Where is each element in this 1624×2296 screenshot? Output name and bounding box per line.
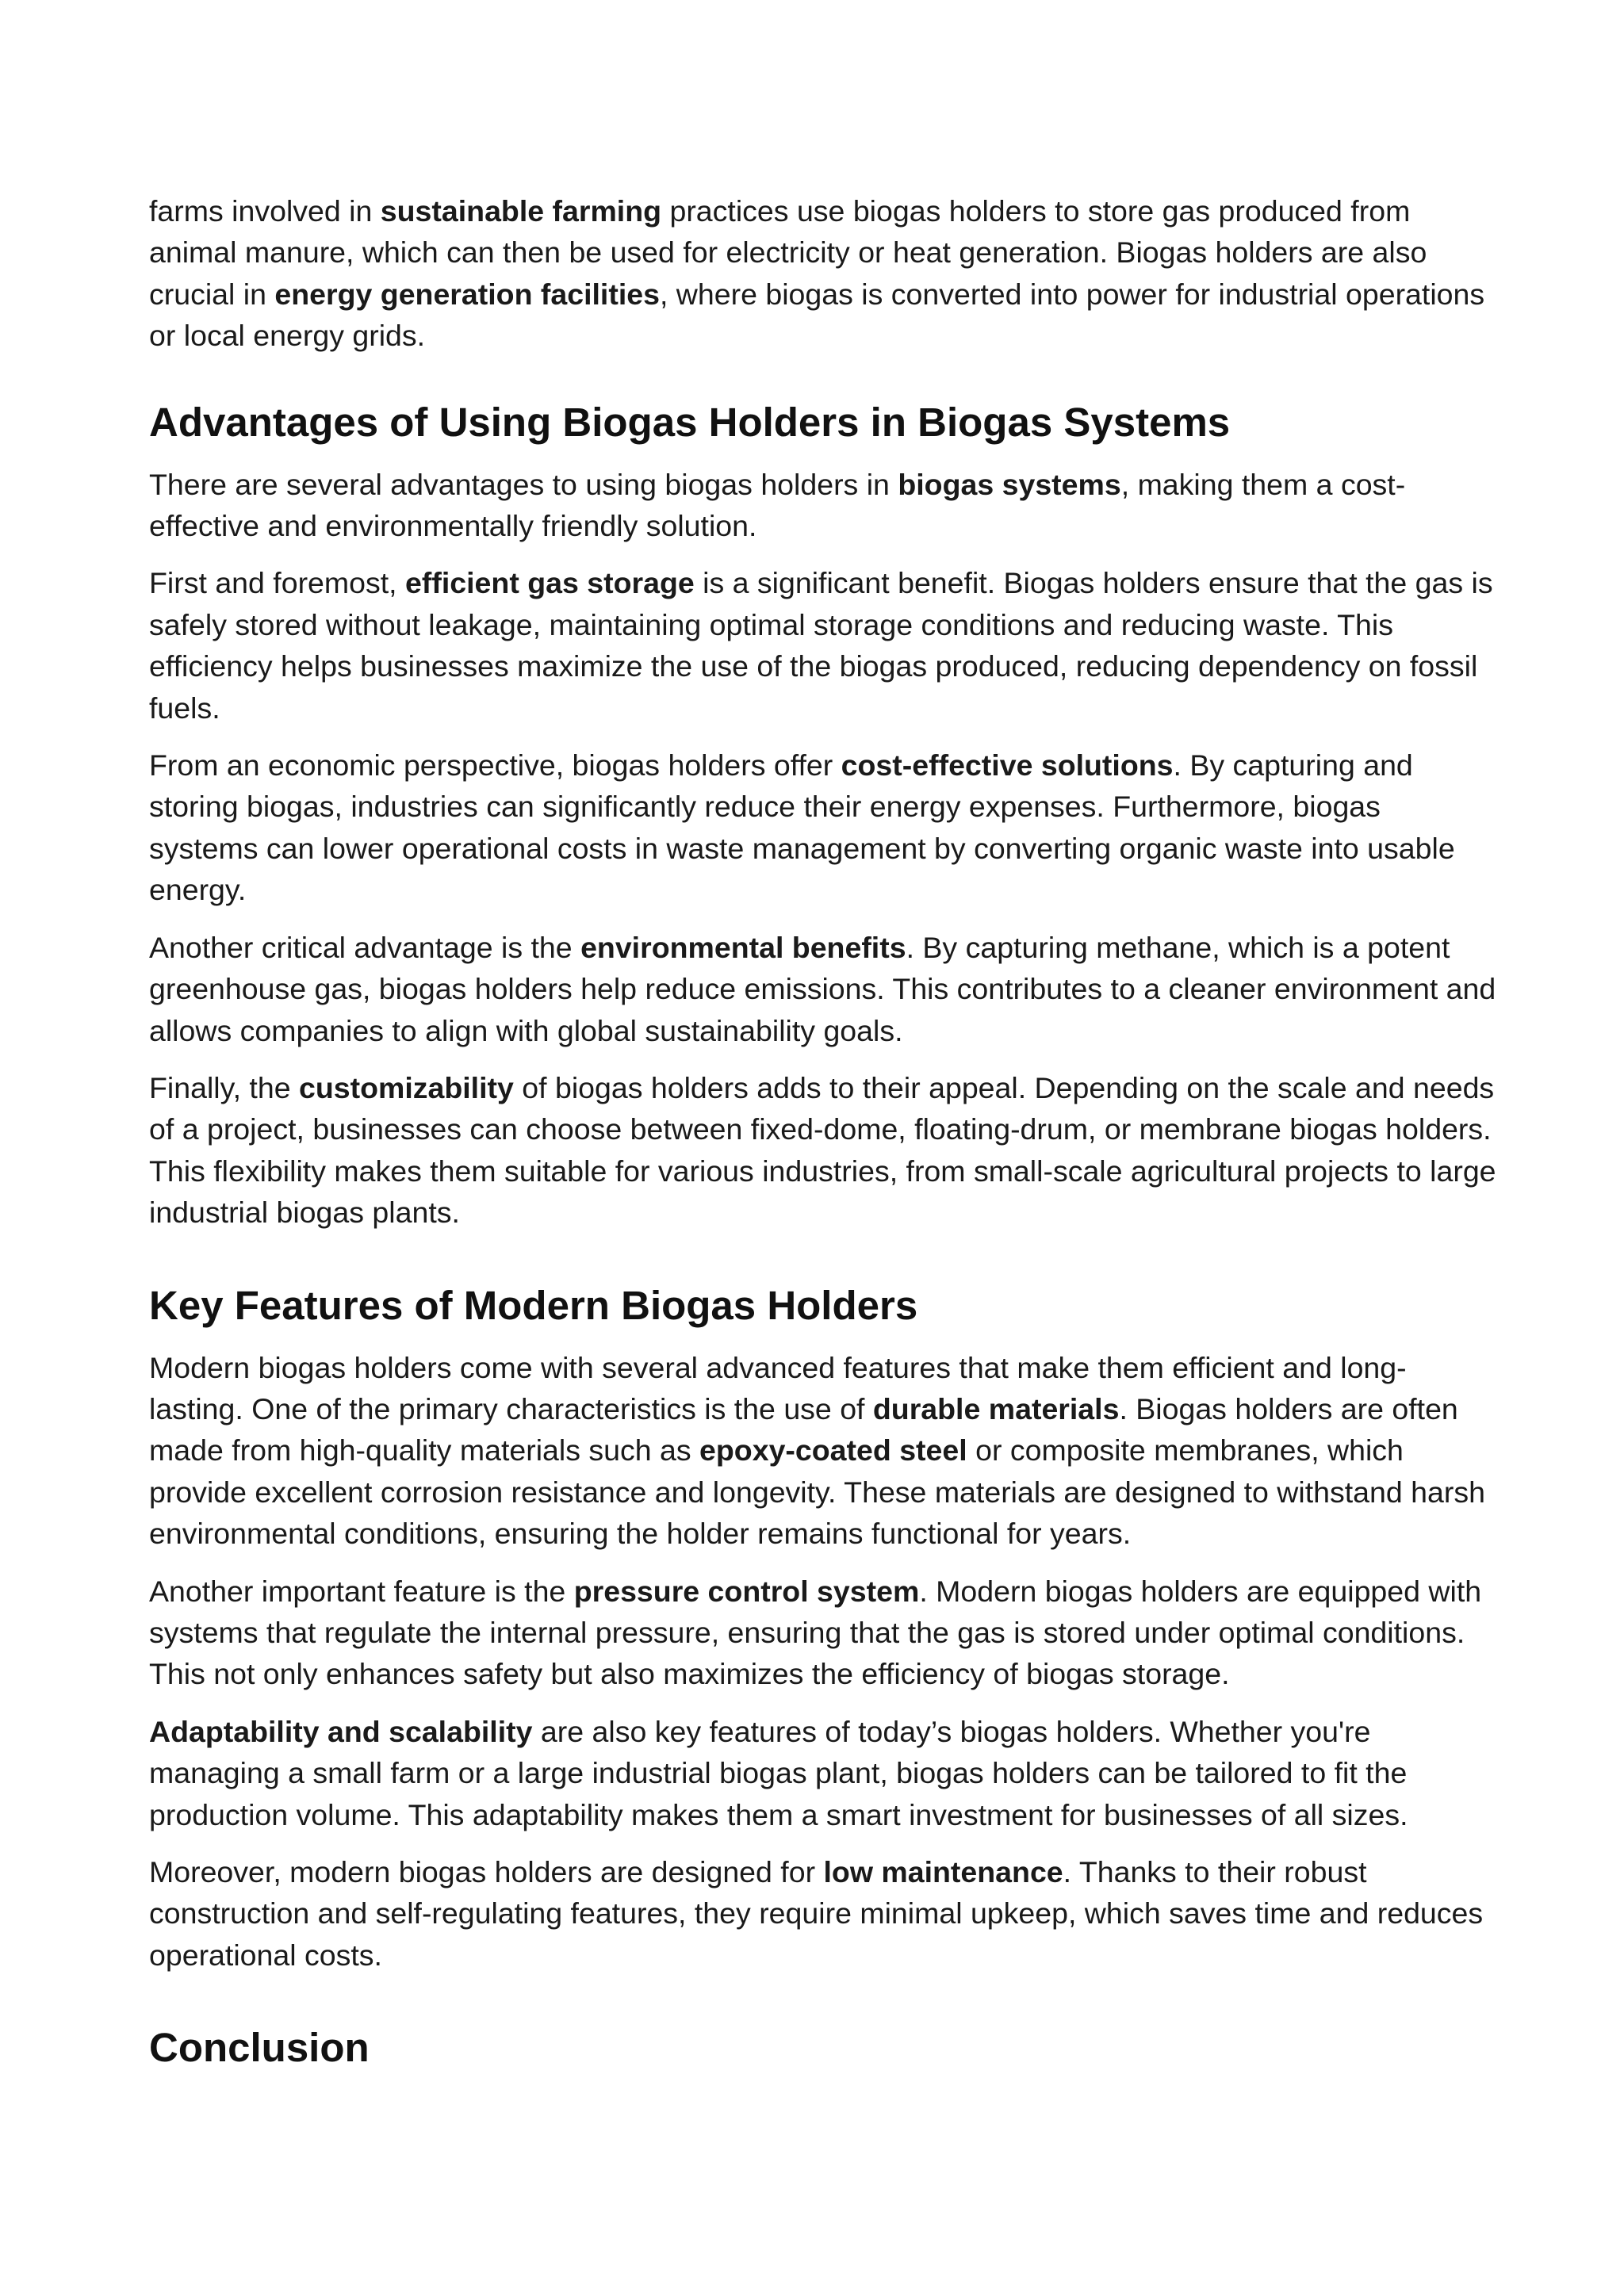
text-run: . Thanks to their robust construction and self-regulating features, they require minimal upkeep, which saves time and reduces operational costs. xyxy=(149,1855,1484,1972)
bold-term: environmental benefits xyxy=(580,930,906,964)
bold-term: sustainable farming xyxy=(380,194,662,228)
text-run: Another important feature is the xyxy=(149,1574,574,1608)
bold-term: customizability xyxy=(298,1070,514,1104)
advantages-paragraph-4 xyxy=(149,927,1497,1051)
text-run: , making them a cost-effective and environmentally friendly solution. xyxy=(149,467,1406,543)
bold-term: Adaptability and scalability xyxy=(149,1714,533,1748)
bold-term: energy generation facilities xyxy=(274,277,660,311)
bold-term: pressure control system xyxy=(573,1574,920,1608)
bold-term: durable materials xyxy=(872,1391,1120,1425)
text-run: Moreover, modern biogas holders are designed for xyxy=(149,1855,824,1888)
features-paragraph-4 xyxy=(149,1851,1497,1976)
features-paragraph-2 xyxy=(149,1571,1497,1695)
text-run: , where biogas is converted into power for industrial operations or local energy grids. xyxy=(149,277,1485,353)
document-page xyxy=(149,190,1497,2089)
text-run: practices use biogas holders to store gas produced from animal manure, which can then be used for electricity or heat generation. Biogas holders are also crucial in xyxy=(149,194,1427,311)
text-run: Modern biogas holders come with several advanced features that make them efficient and long-lasting. One of the primary characteristics is the use of xyxy=(149,1350,1407,1425)
intro-paragraph xyxy=(149,190,1497,357)
advantages-heading: Advantages of Using Biogas Holders in Biogas Systems xyxy=(149,399,1231,445)
text-run: First and foremost, xyxy=(149,566,406,600)
bold-term: epoxy-coated steel xyxy=(699,1433,967,1468)
features-paragraph-3 xyxy=(149,1711,1497,1835)
text-run: . Biogas holders are often made from high-quality materials such as xyxy=(149,1391,1458,1468)
text-run: From an economic perspective, biogas holders offer xyxy=(149,748,841,783)
text-run: of biogas holders adds to their appeal. Depending on the scale and needs of a project, businesses can choose between fixed-dome, floating-drum, or membrane biogas holders. This flexibility makes them suitable for various industries, from small-scale agricultural projects to large industrial biogas plants. xyxy=(149,1070,1496,1230)
text-run: is a significant benefit. Biogas holders ensure that the gas is safely stored without leakage, maintaining optimal storage conditions and reducing waste. This efficiency helps businesses maximize the use of the biogas produced, reducing dependency on fossil fuels. xyxy=(149,566,1493,725)
text-run: farms involved in xyxy=(149,194,381,228)
advantages-paragraph-2 xyxy=(149,562,1497,729)
features-heading: Key Features of Modern Biogas Holders xyxy=(149,1282,918,1328)
text-run: There are several advantages to using biogas holders in xyxy=(149,467,898,501)
bold-term: cost-effective solutions xyxy=(841,748,1174,783)
advantages-paragraph-1 xyxy=(149,464,1497,547)
text-run: . By capturing and storing biogas, industries can significantly reduce their energy expenses. Furthermore, biogas systems can lower operational costs in waste management by converting organic waste into usable energy. xyxy=(149,748,1455,907)
bold-term: efficient gas storage xyxy=(405,566,695,600)
conclusion-heading: Conclusion xyxy=(149,2025,370,2071)
features-paragraph-1 xyxy=(149,1347,1497,1555)
text-run: or composite membranes, which provide excellent corrosion resistance and longevity. These materials are designed to withstand harsh environmental conditions, ensuring the holder remains functional for years. xyxy=(149,1433,1485,1551)
bold-term: low maintenance xyxy=(823,1855,1063,1888)
advantages-paragraph-3 xyxy=(149,744,1497,911)
text-run: are also key features of today’s biogas holders. Whether you're managing a small farm or a large industrial biogas plant, biogas holders can be tailored to fit the production volume. This adaptability makes them a smart investment for businesses of all sizes. xyxy=(149,1714,1408,1831)
text-run: Another critical advantage is the xyxy=(149,930,581,964)
bold-term: biogas systems xyxy=(898,467,1121,501)
text-run: Finally, the xyxy=(149,1070,299,1104)
advantages-paragraph-5 xyxy=(149,1067,1497,1234)
text-run: . Modern biogas holders are equipped with systems that regulate the internal pressure, ensuring that the gas is stored under optimal conditions. This not only enhances safety but also maximizes the efficiency of biogas storage. xyxy=(149,1574,1482,1691)
text-run: . By capturing methane, which is a potent greenhouse gas, biogas holders help reduce emissions. This contributes to a cleaner environment and allows companies to align with global sustainability goals. xyxy=(149,930,1496,1047)
